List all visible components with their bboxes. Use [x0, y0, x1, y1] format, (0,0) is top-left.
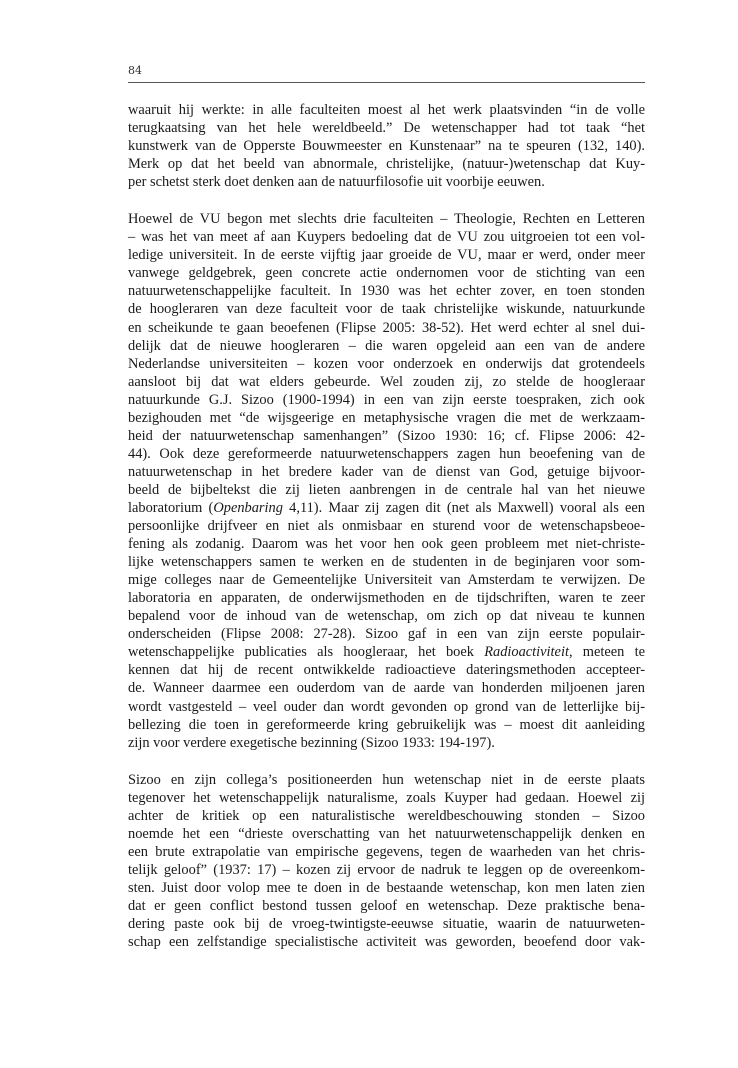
text-line: tegenover het wetenschappelijk naturalisme, zoals Kuyper had gedaan. Hoewel zij — [128, 789, 645, 806]
text-line: sten. Juist door volop mee te doen in de bestaande wetenschap, kon men laten zien — [128, 879, 645, 896]
text-line: achter de kritiek op een naturalistische wereldbeschouwing stonden – Sizoo — [128, 807, 645, 824]
text-line: Nederlandse universiteiten – kozen voor onderzoek en onderwijs dat grotendeels — [128, 355, 645, 372]
text-line — [128, 499, 645, 517]
body-text — [128, 101, 645, 951]
text-line: en scheikunde te gaan beoefenen (Flipse 2005: 38-52). Het werd echter al snel dui- — [128, 319, 645, 336]
text-line: dat er geen conflict bestond tussen geloof en wetenschap. Deze praktische bena- — [128, 897, 645, 914]
text-line: telijk geloof” (1937: 17) – kozen zij ervoor de nadruk te leggen op de overeenkom- — [128, 861, 645, 878]
text-line: 44). Ook deze gereformeerde natuurwetenschappers zagen hun beoefening van de — [128, 445, 645, 462]
text-line: kennen dat hij de recent ontwikkelde radioactieve dateringsmethoden accepteer- — [128, 662, 645, 679]
text-line: delijk dat de nieuwe hoogleraren – die waren opgeleid aan een van de andere — [128, 337, 645, 354]
text-line: natuurkunde G.J. Sizoo (1900-1994) in een van zijn eerste toespraken, zich ook — [128, 391, 645, 408]
text-line: mige colleges naar de Gemeentelijke Universiteit van Amsterdam te verwijzen. De — [128, 572, 645, 589]
text-line: de. Wanneer daarmee een ouderdom van de aarde van honderden miljoenen jaren — [128, 680, 645, 697]
text-line: fening als zodanig. Daarom was het voor hen ook geen probleem met niet-christe- — [128, 536, 645, 553]
text-line: ledige universiteit. In de eerste vijftig jaar groeide de VU, maar er werd, onder meer — [128, 247, 645, 264]
text-line: beeld de bijbeltekst die zij lieten aanbrengen in de centrale hal van het nieuwe — [128, 481, 645, 498]
text-run: , meteen te — [568, 644, 645, 661]
text-line: een brute extrapolatie van empirische gegevens, tegen de waarheden van het chris- — [128, 843, 645, 860]
text-line: vanwege geldgebrek, geen concrete actie ondernomen voor de stichting van een — [128, 265, 645, 282]
text-line: waaruit hij werkte: in alle faculteiten moest al het werk plaatsvinden “in de volle — [128, 102, 645, 118]
text-line: bellezing die toen in gereformeerde kring gebruikelijk was – moest dit aanleiding — [128, 716, 645, 733]
text-line: lijke wetenschappers samen te werken en de studenten in de beginjaren voor som- — [128, 554, 645, 571]
text-line: Hoewel de VU begon met slechts drie faculteiten – Theologie, Rechten en Letteren — [128, 211, 645, 228]
text-line: per schetst sterk doet denken aan de natuurfilosofie uit voorbije eeuwen. — [128, 174, 545, 191]
paragraph-1 — [128, 101, 645, 191]
italic-title: Radioactiviteit — [484, 644, 569, 661]
text-line: de hoogleraren van deze faculteit voor de taak christelijke wiskunde, natuurkunde — [128, 301, 645, 318]
paragraph-2 — [128, 210, 645, 751]
text-line: Sizoo en zijn collega’s positioneerden hun wetenschap niet in de eerste plaats — [128, 771, 645, 788]
text-line: kunstwerk van de Opperste Bouwmeester en Kunstenaar” na te speuren (132, 140). — [128, 138, 645, 155]
text-line: noemde het een “drieste overschatting van het natuurwetenschappelijk denken en — [128, 825, 645, 842]
text-line: dering paste ook bij de vroeg-twintigste-eeuwse situatie, waarin de natuurweten- — [128, 916, 645, 933]
text-line: natuurwetenschap in het bredere kader van de dienst van God, getuige bijvoor- — [128, 463, 645, 480]
text-run: laboratorium ( — [128, 499, 214, 516]
text-line: schap een zelfstandige specialistische activiteit was geworden, beoefend door vak- — [128, 934, 645, 951]
italic-title: Openbaring — [213, 499, 283, 516]
text-line — [128, 643, 645, 661]
text-line: bepalend voor de inhoud van de wetenschap, om zich op dat niveau te kunnen — [128, 608, 645, 625]
text-line: aansloot bij dat wat elders gebeurde. Wel zouden zij, zo stelde de hoogleraar — [128, 373, 645, 390]
text-line: – was het van meet af aan Kuypers bedoeling dat de VU zou uitgroeien tot een vol- — [128, 229, 645, 246]
text-line: persoonlijke drijfveer en niet als onmisbaar en sturend voor de wetenschapsbeoe- — [128, 518, 645, 535]
text-run: 4,11). Maar zij zagen dit (net als Maxwell) vooral als een — [282, 499, 645, 516]
text-line: onderscheiden (Flipse 2008: 27-28). Sizoo gaf in een van zijn eerste populair- — [128, 626, 645, 643]
text-line: Merk op dat het beeld van abnormale, christelijke, (natuur-)wetenschap dat Kuy- — [128, 156, 645, 173]
running-header — [128, 60, 645, 83]
text-run: wetenschappelijke publicaties als hoogleraar, het boek — [128, 644, 485, 661]
text-line: zijn voor verdere exegetische bezinning (Sizoo 1933: 194-197). — [128, 734, 495, 751]
text-line: laboratoria en apparaten, de onderwijsmethoden en de tijdschriften, waren te zeer — [128, 590, 645, 607]
page-number: 84 — [128, 64, 142, 77]
text-line: heid der natuurwetenschap samenhangen” (Sizoo 1930: 16; cf. Flipse 2006: 42- — [128, 427, 645, 444]
text-line: natuurwetenschappelijke faculteit. In 1930 was het echter zover, en toen stonden — [128, 283, 645, 300]
text-line: terugkaatsing van het hele wereldbeeld.” De wetenschapper had tot taak “het — [128, 120, 645, 137]
paragraph-3 — [128, 771, 645, 951]
text-line: bezighouden met “de wijsgeerige en metaphysische vragen die met de werkzaam- — [128, 409, 645, 426]
text-line: wordt vastgesteld – veel ouder dan wordt gevonden op grond van de letterlijke bij- — [128, 698, 645, 715]
